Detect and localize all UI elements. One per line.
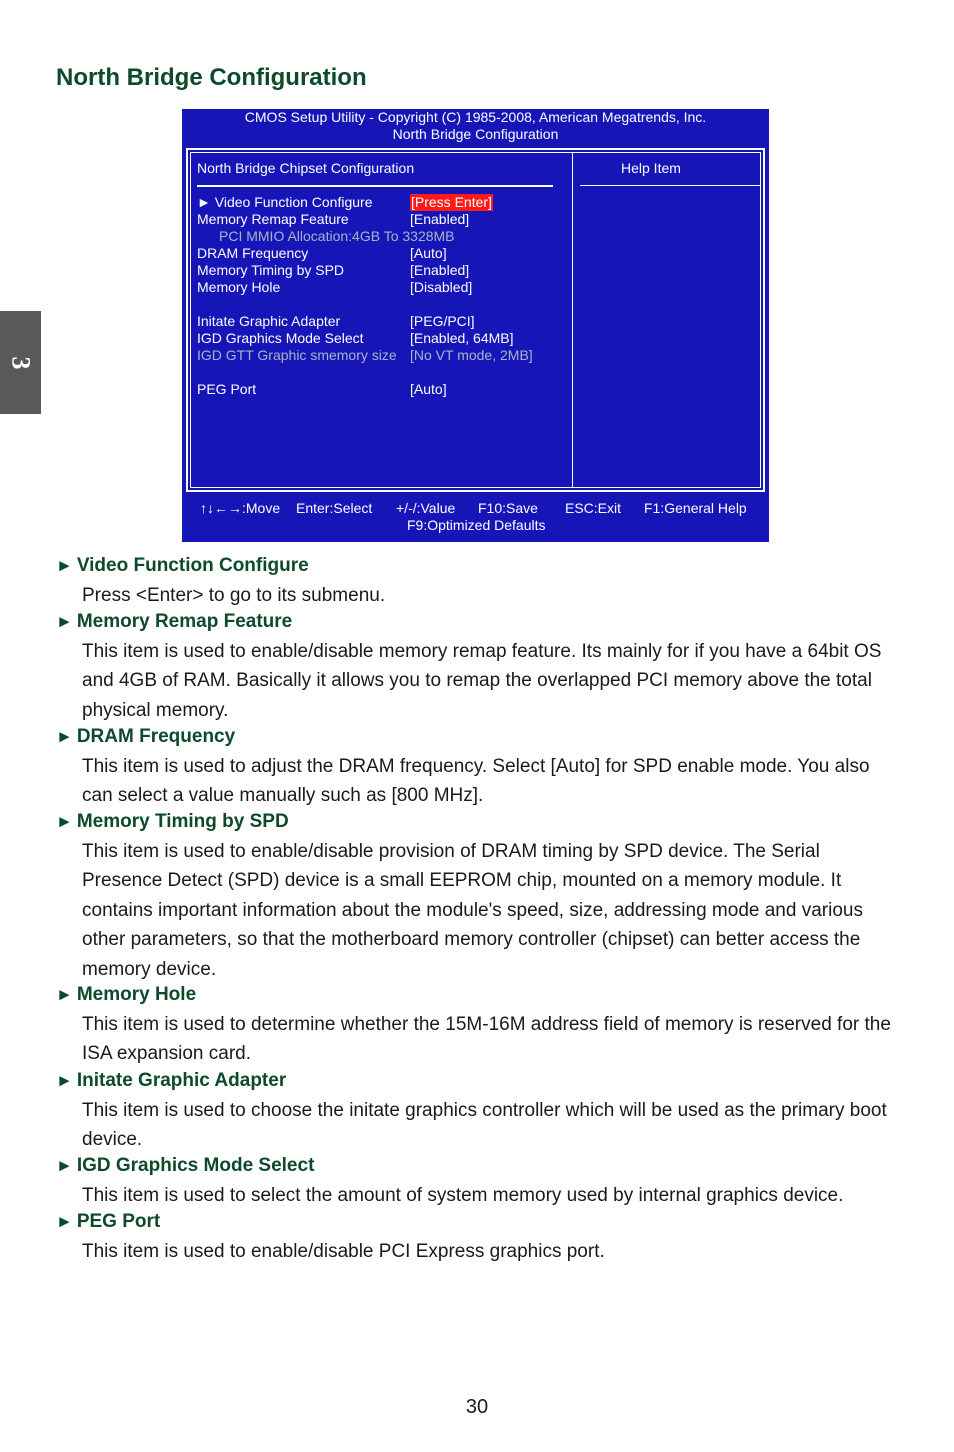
desc-heading-text: IGD Graphics Mode Select: [76, 1155, 315, 1176]
desc-memory-timing-by-spd: [56, 807, 894, 984]
bios-item-value[interactable]: [Auto]: [410, 245, 447, 261]
bios-item-label: Memory Hole: [197, 279, 281, 295]
desc-body: This item is used to select the amount of system memory used by internal graphics device.: [82, 1184, 844, 1206]
desc-memory-hole: [56, 980, 894, 1069]
bios-item-label: ► Video Function Configure: [197, 194, 373, 210]
footer-value: +/-/:Value: [396, 500, 456, 516]
bios-item-label: Initate Graphic Adapter: [197, 313, 341, 329]
desc-body: This item is used to enable/disable memory remap feature. Its mainly for if you have a 64bit OS and 4GB of RAM. Basically it allows you to remap the overlapped PCI memory above the total physical memory.: [82, 640, 882, 721]
desc-heading: ► DRAM Frequency: [56, 726, 236, 747]
bios-item-value: [No VT mode, 2MB]: [410, 347, 533, 363]
chapter-tab: [0, 311, 41, 414]
bios-item-value[interactable]: [Disabled]: [410, 279, 473, 295]
desc-heading: ► Memory Timing by SPD: [56, 811, 289, 832]
footer-save: F10:Save: [478, 500, 538, 516]
bios-screen: [182, 109, 769, 542]
desc-heading: ► Initate Graphic Adapter: [56, 1070, 287, 1091]
bios-item-value[interactable]: [Auto]: [410, 381, 447, 397]
bios-item-label: IGD GTT Graphic smemory size: [197, 347, 397, 363]
desc-heading: ► Video Function Configure: [56, 555, 309, 576]
bios-item-label: Memory Timing by SPD: [197, 262, 345, 278]
footer-help: F1:General Help: [644, 500, 747, 516]
bios-section-title: North Bridge Chipset Configuration: [197, 160, 415, 176]
bios-copyright: CMOS Setup Utility - Copyright (C) 1985-2008, American Megatrends, Inc.: [244, 109, 707, 125]
desc-body: Press <Enter> to go to its submenu.: [82, 584, 386, 606]
desc-heading: ► Memory Hole: [56, 984, 197, 1005]
desc-initate-graphic-adapter: [56, 1066, 894, 1155]
bios-item-label: Memory Remap Feature: [197, 211, 349, 227]
desc-body: This item is used to choose the initate graphics controller which will be used as the primary boot device.: [82, 1099, 887, 1150]
desc-heading-text: Video Function Configure: [76, 555, 309, 576]
desc-heading-text: Memory Remap Feature: [76, 611, 293, 632]
desc-heading: ► IGD Graphics Mode Select: [56, 1155, 315, 1176]
bios-item-label: IGD Graphics Mode Select: [197, 330, 364, 346]
page-title: North Bridge Configuration: [56, 64, 367, 91]
bios-item-value-selected[interactable]: [Press Enter]: [411, 194, 492, 210]
desc-heading: ► PEG Port: [56, 1211, 161, 1232]
desc-video-function-configure: [56, 551, 894, 610]
bios-item-value[interactable]: [Enabled]: [410, 211, 470, 227]
desc-body: This item is used to enable/disable provision of DRAM timing by SPD device. The Serial Presence Detect (SPD) device is a small EEPROM chip, mounted on a memory module. It contains important information about the module's speed, size, addressing mode and various other parameters, so that the motherboard memory controller (chipset) can better access the memory device.: [82, 840, 863, 980]
bios-item-label: PEG Port: [197, 381, 257, 397]
footer-select: Enter:Select: [296, 500, 373, 516]
bios-item-value[interactable]: [PEG/PCI]: [410, 313, 475, 329]
bios-help-rule: [580, 185, 760, 186]
page-number: 30: [465, 1396, 489, 1418]
desc-heading-text: DRAM Frequency: [76, 726, 236, 747]
desc-body: This item is used to enable/disable PCI Express graphics port.: [82, 1240, 605, 1262]
desc-heading-text: Initate Graphic Adapter: [76, 1070, 287, 1091]
desc-igd-graphics-mode-select: [56, 1151, 894, 1210]
desc-body: This item is used to determine whether the 15M-16M address field of memory is reserved for the ISA expansion card.: [82, 1013, 891, 1064]
bios-section-rule: [197, 185, 553, 187]
bios-item-value[interactable]: [Enabled, 64MB]: [410, 330, 514, 346]
bios-item-label: PCI MMIO Allocation:4GB To 3328MB: [219, 228, 455, 244]
desc-heading-text: Memory Hole: [76, 984, 197, 1005]
bios-frame: [186, 148, 765, 492]
desc-body: This item is used to adjust the DRAM frequency. Select [Auto] for SPD enable mode. You also can select a value manually such as [800 MHz].: [82, 755, 870, 806]
bios-item-value[interactable]: [Enabled]: [410, 262, 470, 278]
desc-heading-text: PEG Port: [76, 1211, 161, 1232]
bios-help-title: Help Item: [621, 160, 681, 176]
chapter-number: 3: [6, 356, 36, 369]
footer-exit: ESC:Exit: [565, 500, 622, 516]
desc-peg-port: [56, 1207, 894, 1266]
footer-defaults: F9:Optimized Defaults: [407, 517, 546, 533]
desc-heading-text: Memory Timing by SPD: [76, 811, 289, 832]
bios-footer: [182, 500, 769, 540]
desc-dram-frequency: [56, 722, 894, 811]
footer-move: ↑↓←→:Move: [200, 500, 281, 516]
bios-header: [182, 109, 769, 143]
bios-divider: [572, 152, 573, 488]
bios-screen-title: North Bridge Configuration: [392, 126, 559, 142]
bios-item-label: DRAM Frequency: [197, 245, 309, 261]
desc-heading: ► Memory Remap Feature: [56, 611, 293, 632]
desc-memory-remap-feature: [56, 607, 894, 725]
